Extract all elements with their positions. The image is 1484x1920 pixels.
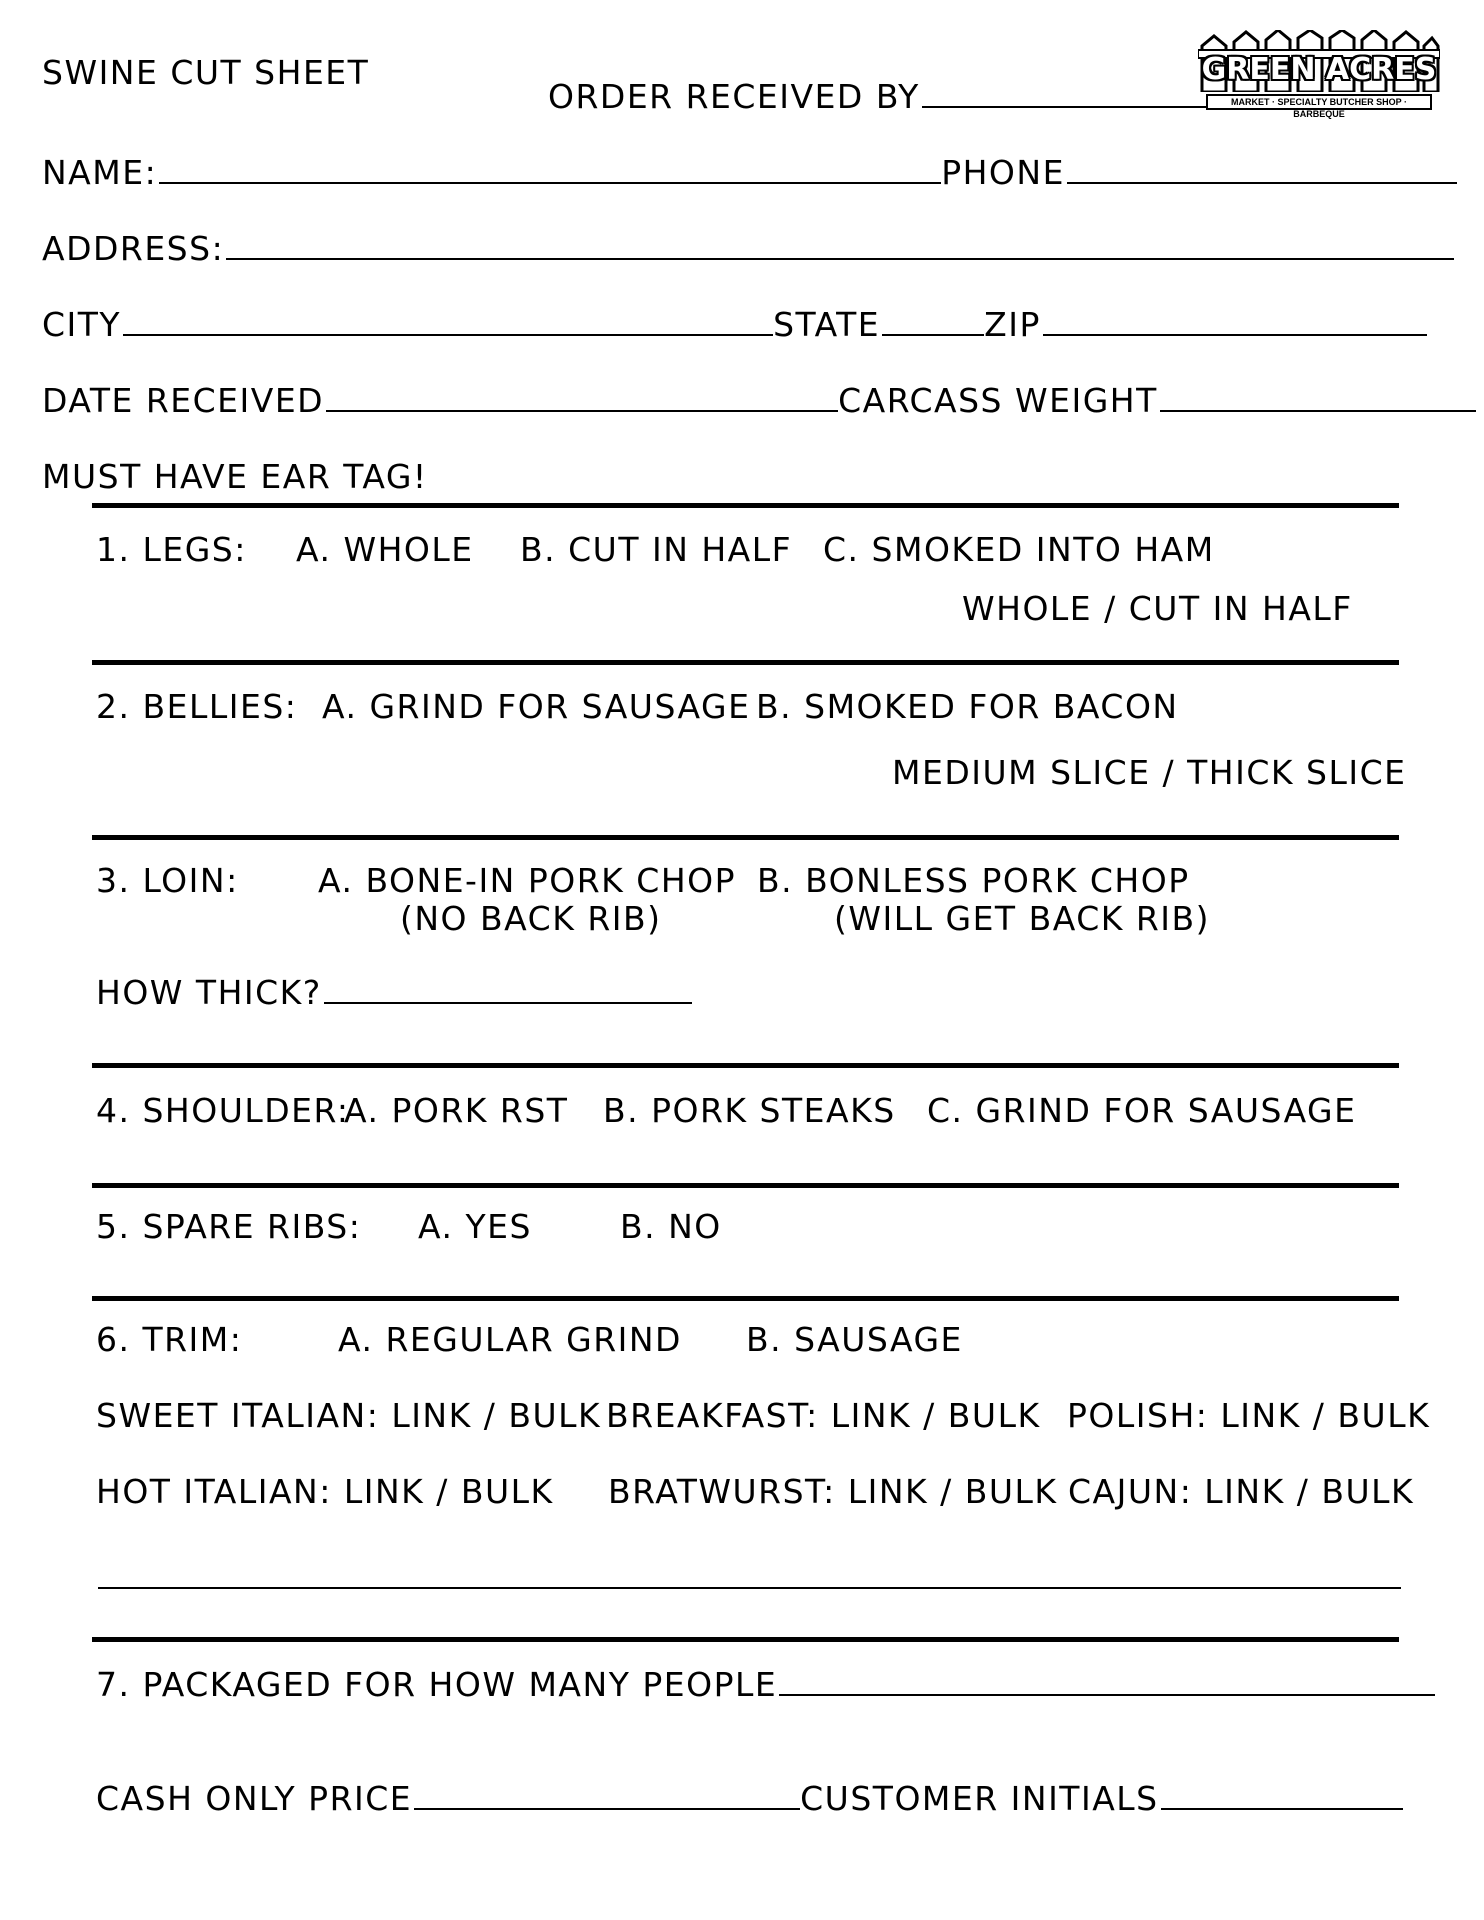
breakfast-option[interactable]: BREAKFAST: LINK / BULK bbox=[606, 1396, 1041, 1435]
sweet-italian-option[interactable]: SWEET ITALIAN: LINK / BULK bbox=[96, 1396, 602, 1435]
packaged-label: 7. PACKAGED FOR HOW MANY PEOPLE bbox=[96, 1665, 778, 1704]
trim-option-b[interactable]: B. SAUSAGE bbox=[746, 1320, 963, 1359]
order-received-by-field[interactable] bbox=[922, 80, 1244, 108]
bellies-option-b[interactable]: B. SMOKED FOR BACON bbox=[756, 687, 1179, 726]
trim-notes-field[interactable] bbox=[98, 1587, 1401, 1589]
packaged-field[interactable] bbox=[779, 1668, 1435, 1696]
carcass-weight-field[interactable] bbox=[1160, 384, 1476, 412]
loin-option-b[interactable]: B. BONLESS PORK CHOP bbox=[757, 861, 1190, 900]
spare-ribs-option-a[interactable]: A. YES bbox=[418, 1207, 532, 1246]
legs-label: 1. LEGS: bbox=[96, 530, 247, 569]
spare-ribs-label: 5. SPARE RIBS: bbox=[96, 1207, 362, 1246]
shoulder-option-a[interactable]: A. PORK RST bbox=[344, 1091, 569, 1130]
polish-option[interactable]: POLISH: LINK / BULK bbox=[1067, 1396, 1431, 1435]
how-thick-label: HOW THICK? bbox=[96, 973, 322, 1012]
date-received-field[interactable] bbox=[326, 384, 838, 412]
state-field[interactable] bbox=[882, 308, 984, 336]
legs-option-a[interactable]: A. WHOLE bbox=[296, 530, 474, 569]
address-field[interactable] bbox=[226, 232, 1454, 260]
trim-label: 6. TRIM: bbox=[96, 1320, 243, 1359]
divider bbox=[92, 1637, 1399, 1642]
legs-option-c[interactable]: C. SMOKED INTO HAM bbox=[823, 530, 1215, 569]
packaged-row bbox=[96, 1665, 1435, 1704]
date-received-label: DATE RECEIVED bbox=[42, 381, 325, 420]
shoulder-option-b[interactable]: B. PORK STEAKS bbox=[603, 1091, 896, 1130]
phone-label: PHONE bbox=[941, 153, 1065, 192]
loin-option-b-sub: (WILL GET BACK RIB) bbox=[834, 899, 1211, 938]
loin-option-a-sub: (NO BACK RIB) bbox=[400, 899, 662, 938]
bellies-option-b-sub[interactable]: MEDIUM SLICE / THICK SLICE bbox=[892, 753, 1407, 792]
address-label: ADDRESS: bbox=[42, 229, 225, 268]
bratwurst-option[interactable]: BRATWURST: LINK / BULK bbox=[608, 1472, 1058, 1511]
divider bbox=[92, 1183, 1399, 1188]
customer-initials-field[interactable] bbox=[1161, 1782, 1403, 1810]
shoulder-option-c[interactable]: C. GRIND FOR SAUSAGE bbox=[927, 1091, 1357, 1130]
state-label: STATE bbox=[773, 305, 881, 344]
date-weight-row bbox=[42, 381, 1476, 420]
name-row bbox=[42, 153, 1457, 192]
customer-initials-label: CUSTOMER INITIALS bbox=[800, 1779, 1159, 1818]
logo-title: GREEN ACRES bbox=[1201, 52, 1437, 87]
bellies-label: 2. BELLIES: bbox=[96, 687, 298, 726]
legs-option-b[interactable]: B. CUT IN HALF bbox=[520, 530, 793, 569]
order-received-by bbox=[548, 77, 1244, 116]
divider bbox=[92, 1063, 1399, 1068]
loin-option-a[interactable]: A. BONE-IN PORK CHOP bbox=[318, 861, 737, 900]
logo-tagline: MARKET · SPECIALTY BUTCHER SHOP · BARBEQUE bbox=[1206, 94, 1432, 110]
shoulder-label: 4. SHOULDER: bbox=[96, 1091, 350, 1130]
page-title: SWINE CUT SHEET bbox=[42, 53, 370, 92]
divider bbox=[92, 660, 1399, 665]
bellies-option-a[interactable]: A. GRIND FOR SAUSAGE bbox=[322, 687, 751, 726]
zip-label: ZIP bbox=[984, 305, 1041, 344]
divider bbox=[92, 835, 1399, 840]
how-thick-field[interactable] bbox=[324, 976, 692, 1004]
order-received-by-label: ORDER RECEIVED BY bbox=[548, 77, 920, 116]
loin-label: 3. LOIN: bbox=[96, 861, 239, 900]
green-acres-logo bbox=[1198, 30, 1440, 119]
cajun-option[interactable]: CAJUN: LINK / BULK bbox=[1068, 1472, 1415, 1511]
spare-ribs-option-b[interactable]: B. NO bbox=[620, 1207, 722, 1246]
cash-only-price-label: CASH ONLY PRICE bbox=[96, 1779, 413, 1818]
how-thick-row bbox=[96, 973, 692, 1012]
name-label: NAME: bbox=[42, 153, 158, 192]
city-field[interactable] bbox=[123, 308, 773, 336]
legs-option-c-sub[interactable]: WHOLE / CUT IN HALF bbox=[962, 589, 1353, 628]
divider bbox=[92, 503, 1399, 508]
phone-field[interactable] bbox=[1067, 156, 1457, 184]
divider bbox=[92, 1296, 1399, 1301]
city-row bbox=[42, 305, 1427, 344]
address-row bbox=[42, 229, 1454, 268]
name-field[interactable] bbox=[159, 156, 941, 184]
trim-option-a[interactable]: A. REGULAR GRIND bbox=[338, 1320, 682, 1359]
carcass-weight-label: CARCASS WEIGHT bbox=[838, 381, 1158, 420]
city-label: CITY bbox=[42, 305, 122, 344]
hot-italian-option[interactable]: HOT ITALIAN: LINK / BULK bbox=[96, 1472, 554, 1511]
footer-row bbox=[96, 1779, 1403, 1818]
ear-tag-notice: MUST HAVE EAR TAG! bbox=[42, 457, 428, 496]
zip-field[interactable] bbox=[1043, 308, 1427, 336]
cash-only-price-field[interactable] bbox=[414, 1782, 800, 1810]
